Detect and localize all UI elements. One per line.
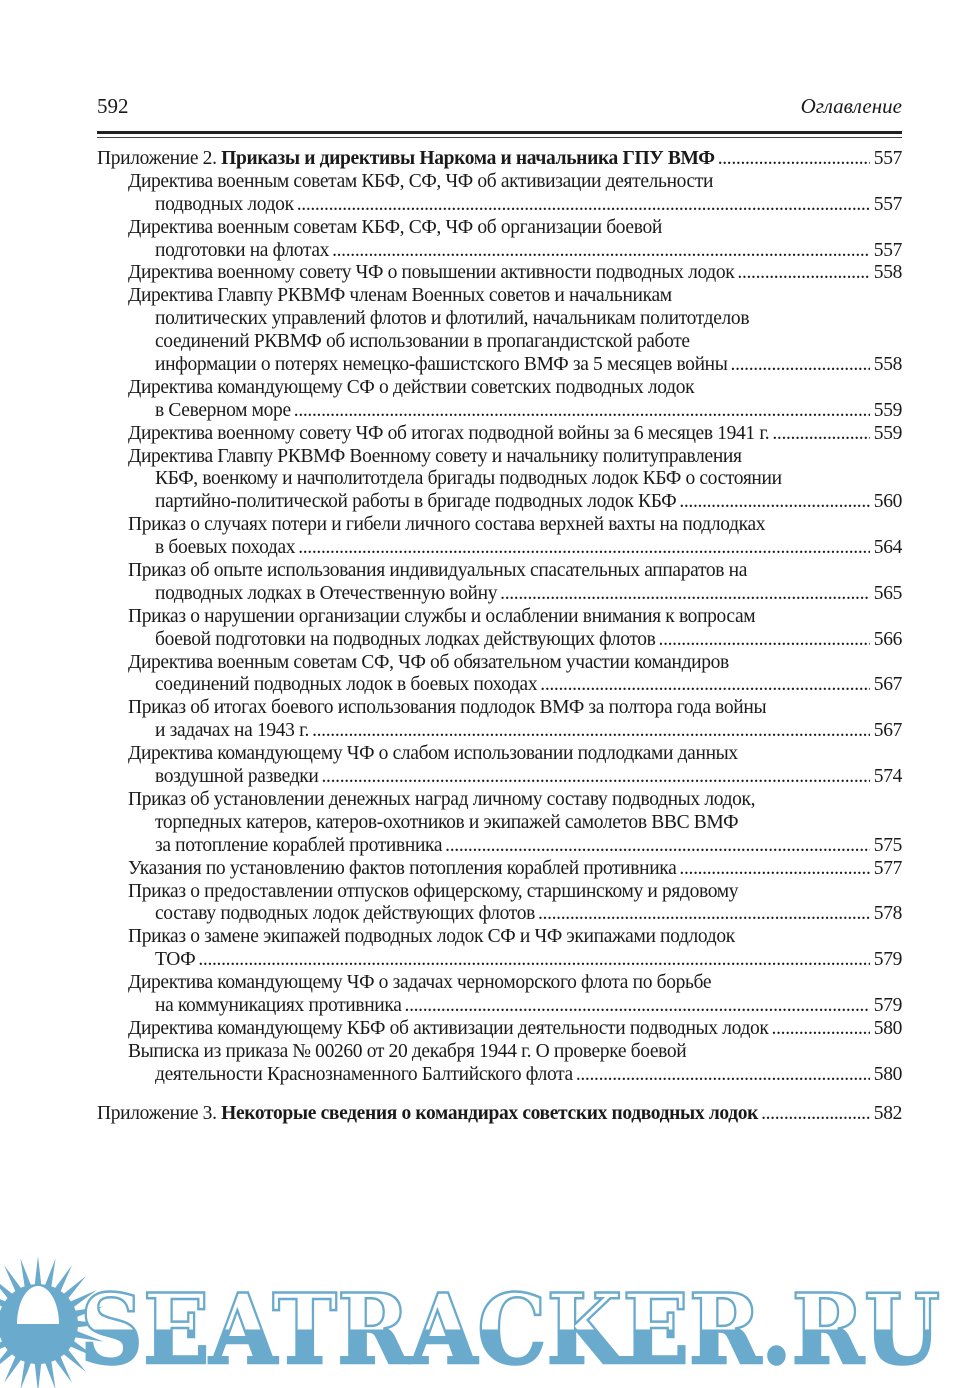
appendix-title	[97, 1103, 758, 1126]
entry-title-line: боевой подготовки на подводных лодках действующих флотов	[155, 628, 656, 650]
toc-line	[97, 835, 902, 858]
page-ref: 557	[873, 148, 902, 169]
dot-leader	[718, 148, 870, 171]
entry-title-line: Директива военным советам КБФ, СФ, ЧФ об активизации деятельности	[128, 170, 714, 192]
page-ref: 575	[873, 834, 902, 856]
toc-line	[97, 285, 902, 308]
toc-line	[97, 1018, 902, 1041]
dot-leader	[659, 629, 870, 652]
toc-entry[interactable]	[97, 1041, 902, 1087]
entry-title-line: подводных лодок	[155, 193, 294, 215]
entry-title-line: и задачах на 1943 г.	[155, 720, 310, 742]
toc-line	[97, 240, 902, 263]
toc-line	[97, 995, 902, 1018]
entry-title-line: ТОФ	[155, 949, 196, 971]
entry-title-line: Директива командующему ЧФ о слабом использовании подлодками данных	[128, 743, 738, 765]
toc-entry[interactable]	[97, 743, 902, 789]
entry-title-line: Директива военным советам СФ, ЧФ об обязательном участии командиров	[128, 651, 729, 673]
appendix-label: Приложение 3.	[97, 1102, 222, 1124]
entry-title-line: политических управлений флотов и флотилий, начальникам политотделов	[155, 308, 750, 330]
toc-entry[interactable]	[97, 1018, 902, 1041]
toc-line	[97, 881, 902, 904]
dot-leader	[198, 949, 869, 972]
toc-line	[97, 583, 902, 606]
toc-entry[interactable]	[97, 972, 902, 1018]
entry-title-line: партийно-политической работы в бригаде подводных лодок КБФ	[155, 491, 677, 513]
toc-entry[interactable]	[97, 171, 902, 217]
entry-title-line: КБФ, военкому и начполитотдела бригады подводных лодок КБФ о состоянии	[155, 468, 782, 490]
toc-entry[interactable]	[97, 789, 902, 858]
page-ref: 564	[873, 537, 902, 559]
entry-title-line: в Северном море	[155, 399, 291, 421]
dot-leader	[576, 1064, 870, 1087]
toc-line	[97, 697, 902, 720]
toc-line	[97, 331, 902, 354]
entry-title-line: подготовки на флотах	[155, 239, 330, 261]
toc-line	[97, 308, 902, 331]
toc-appendix-heading[interactable]	[97, 148, 902, 171]
toc-entry[interactable]	[97, 423, 902, 446]
entry-title-line: Приказ о нарушении организации службы и ослаблении внимания к вопросам	[128, 605, 756, 627]
toc-line	[97, 743, 902, 766]
toc-line	[97, 629, 902, 652]
page-ref: 565	[873, 582, 902, 604]
table-of-contents	[97, 148, 902, 1125]
dot-leader	[297, 194, 870, 217]
entry-title-line: Директива командующему КБФ об активизации деятельности подводных лодок	[128, 1017, 769, 1039]
toc-line	[97, 766, 902, 789]
entry-title-line: Директива военному совету ЧФ об итогах подводной войны за 6 месяцев 1941 г.	[128, 422, 770, 444]
page-ref: 567	[873, 720, 902, 742]
header-rule-thick	[97, 131, 902, 134]
dot-leader	[540, 674, 870, 697]
toc-entry[interactable]	[97, 377, 902, 423]
entry-title-line: Приказ о замене экипажей подводных лодок СФ и ЧФ экипажами подлодок	[128, 926, 735, 948]
page-number: 592	[97, 94, 129, 118]
toc-entry[interactable]	[97, 285, 902, 377]
toc-line	[97, 537, 902, 560]
entry-title-line: информации о потерях немецко-фашистского ВМФ за 5 месяцев войны	[155, 354, 728, 376]
toc-line	[97, 674, 902, 697]
appendix-title	[97, 148, 715, 171]
toc-line	[97, 949, 902, 972]
toc-line	[97, 217, 902, 240]
entry-title-line: в боевых походах	[155, 537, 296, 559]
dot-leader	[772, 1018, 870, 1041]
dot-leader	[761, 1103, 870, 1126]
entry-title-line: составу подводных лодок действующих флотов	[155, 903, 535, 925]
dot-leader	[500, 583, 870, 606]
entry-title-line: Директива военным советам КБФ, СФ, ЧФ об организации боевой	[128, 216, 662, 238]
seatracker-watermark-logo	[0, 1248, 956, 1388]
dot-leader	[731, 354, 870, 377]
entry-title-line: Приказ об итогах боевого использования подлодок ВМФ за полтора года войны	[128, 697, 767, 719]
toc-entry[interactable]	[97, 446, 902, 515]
page-ref: 578	[873, 903, 902, 925]
entry-title-line: на коммуникациях противника	[155, 994, 402, 1016]
page-ref: 579	[873, 949, 902, 971]
toc-entry[interactable]	[97, 858, 902, 881]
page-ref: 574	[873, 766, 902, 788]
toc-line	[97, 926, 902, 949]
toc-entry[interactable]	[97, 881, 902, 927]
dot-leader	[679, 858, 869, 881]
toc-line	[97, 789, 902, 812]
entry-title-line: Приказ о предоставлении отпусков офицерскому, старшинскому и рядовому	[128, 880, 739, 902]
entry-title-line: воздушной разведки	[155, 766, 319, 788]
page-ref: 579	[873, 994, 902, 1016]
dot-leader	[737, 262, 869, 285]
toc-line	[97, 262, 902, 285]
toc-line	[97, 812, 902, 835]
section-gap	[97, 1087, 902, 1103]
toc-line	[97, 491, 902, 514]
dot-leader	[405, 995, 870, 1018]
dot-leader	[312, 720, 870, 743]
dot-leader	[679, 491, 869, 514]
page-ref: 567	[873, 674, 902, 696]
page-ref: 580	[873, 1063, 902, 1085]
toc-line	[97, 606, 902, 629]
page-ref: 558	[873, 354, 902, 376]
toc-entry[interactable]	[97, 560, 902, 606]
entry-title-line: соединений РКВМФ об использовании в пропагандистской работе	[155, 331, 690, 353]
toc-line	[97, 720, 902, 743]
toc-entry[interactable]	[97, 262, 902, 285]
toc-entry[interactable]	[97, 697, 902, 743]
entry-title-line: Директива Главпу РКВМФ Военному совету и начальнику политуправления	[128, 445, 742, 467]
dot-leader	[538, 903, 870, 926]
entry-title-line: соединений подводных лодок в боевых походах	[155, 674, 538, 696]
entry-title-line: Приказ о случаях потери и гибели личного состава верхней вахты на подлодках	[128, 514, 766, 536]
page-ref: 580	[873, 1017, 902, 1039]
header-rule-thin	[97, 137, 902, 138]
entry-title-line: подводных лодках в Отечественную войну	[155, 582, 498, 604]
entry-title-line: Директива командующему СФ о действии советских подводных лодок	[128, 376, 695, 398]
toc-line	[97, 972, 902, 995]
toc-line	[97, 423, 902, 446]
dot-leader	[332, 240, 870, 263]
toc-line	[97, 903, 902, 926]
entry-title-line: торпедных катеров, катеров-охотников и экипажей самолетов ВВС ВМФ	[155, 811, 739, 833]
dot-leader	[772, 423, 869, 446]
toc-appendix-heading[interactable]	[97, 1103, 902, 1126]
dot-leader	[298, 537, 870, 560]
toc-line	[97, 468, 902, 491]
toc-line	[97, 1103, 902, 1126]
page-ref: 560	[873, 491, 902, 513]
toc-entry[interactable]	[97, 217, 902, 263]
entry-title-line: Приказ об установлении денежных наград личному составу подводных лодок,	[128, 788, 756, 810]
toc-entry[interactable]	[97, 926, 902, 972]
entry-title-line: Директива командующему ЧФ о задачах черноморского флота по борьбе	[128, 972, 712, 994]
toc-line	[97, 171, 902, 194]
appendix-name: Приказы и директивы Наркома и начальника ГПУ ВМФ	[221, 148, 715, 169]
toc-line	[97, 446, 902, 469]
page-ref: 559	[873, 399, 902, 421]
toc-entry[interactable]	[97, 652, 902, 698]
toc-line	[97, 194, 902, 217]
appendix-name: Некоторые сведения о командирах советских подводных лодок	[221, 1102, 759, 1124]
page-ref: 566	[873, 628, 902, 650]
page-ref: 577	[873, 857, 902, 879]
page-ref: 582	[873, 1102, 902, 1124]
dot-leader	[445, 835, 870, 858]
toc-line	[97, 560, 902, 583]
dot-leader	[322, 766, 870, 789]
toc-line	[97, 377, 902, 400]
toc-entry[interactable]	[97, 606, 902, 652]
dot-leader	[294, 400, 870, 423]
page-ref: 559	[873, 422, 902, 444]
entry-title-line: Директива военному совету ЧФ о повышении активности подводных лодок	[128, 262, 735, 284]
toc-line	[97, 1041, 902, 1064]
watermark-text: SEATRACKER.RU	[80, 1273, 940, 1386]
entry-title-line: Директива Главпу РКВМФ членам Военных советов и начальникам	[128, 285, 672, 307]
entry-title-line: Приказ об опыте использования индивидуальных спасательных аппаратов на	[128, 560, 748, 582]
toc-line	[97, 652, 902, 675]
appendix-label: Приложение 2.	[97, 148, 222, 169]
page-ref: 557	[873, 239, 902, 261]
entry-title-line: за потопление кораблей противника	[155, 834, 443, 856]
page-ref: 558	[873, 262, 902, 284]
entry-title-line: Выписка из приказа № 00260 от 20 декабря 1944 г. О проверке боевой	[128, 1040, 687, 1062]
toc-line	[97, 514, 902, 537]
entry-title-line: деятельности Краснознаменного Балтийского флота	[155, 1063, 573, 1085]
toc-line	[97, 1064, 902, 1087]
toc-entry[interactable]	[97, 514, 902, 560]
page-ref: 557	[873, 193, 902, 215]
toc-line	[97, 858, 902, 881]
toc-line	[97, 354, 902, 377]
running-header-title: Оглавление	[800, 94, 902, 118]
toc-line	[97, 148, 902, 171]
toc-line	[97, 400, 902, 423]
entry-title-line: Указания по установлению фактов потопления кораблей противника	[128, 857, 677, 879]
